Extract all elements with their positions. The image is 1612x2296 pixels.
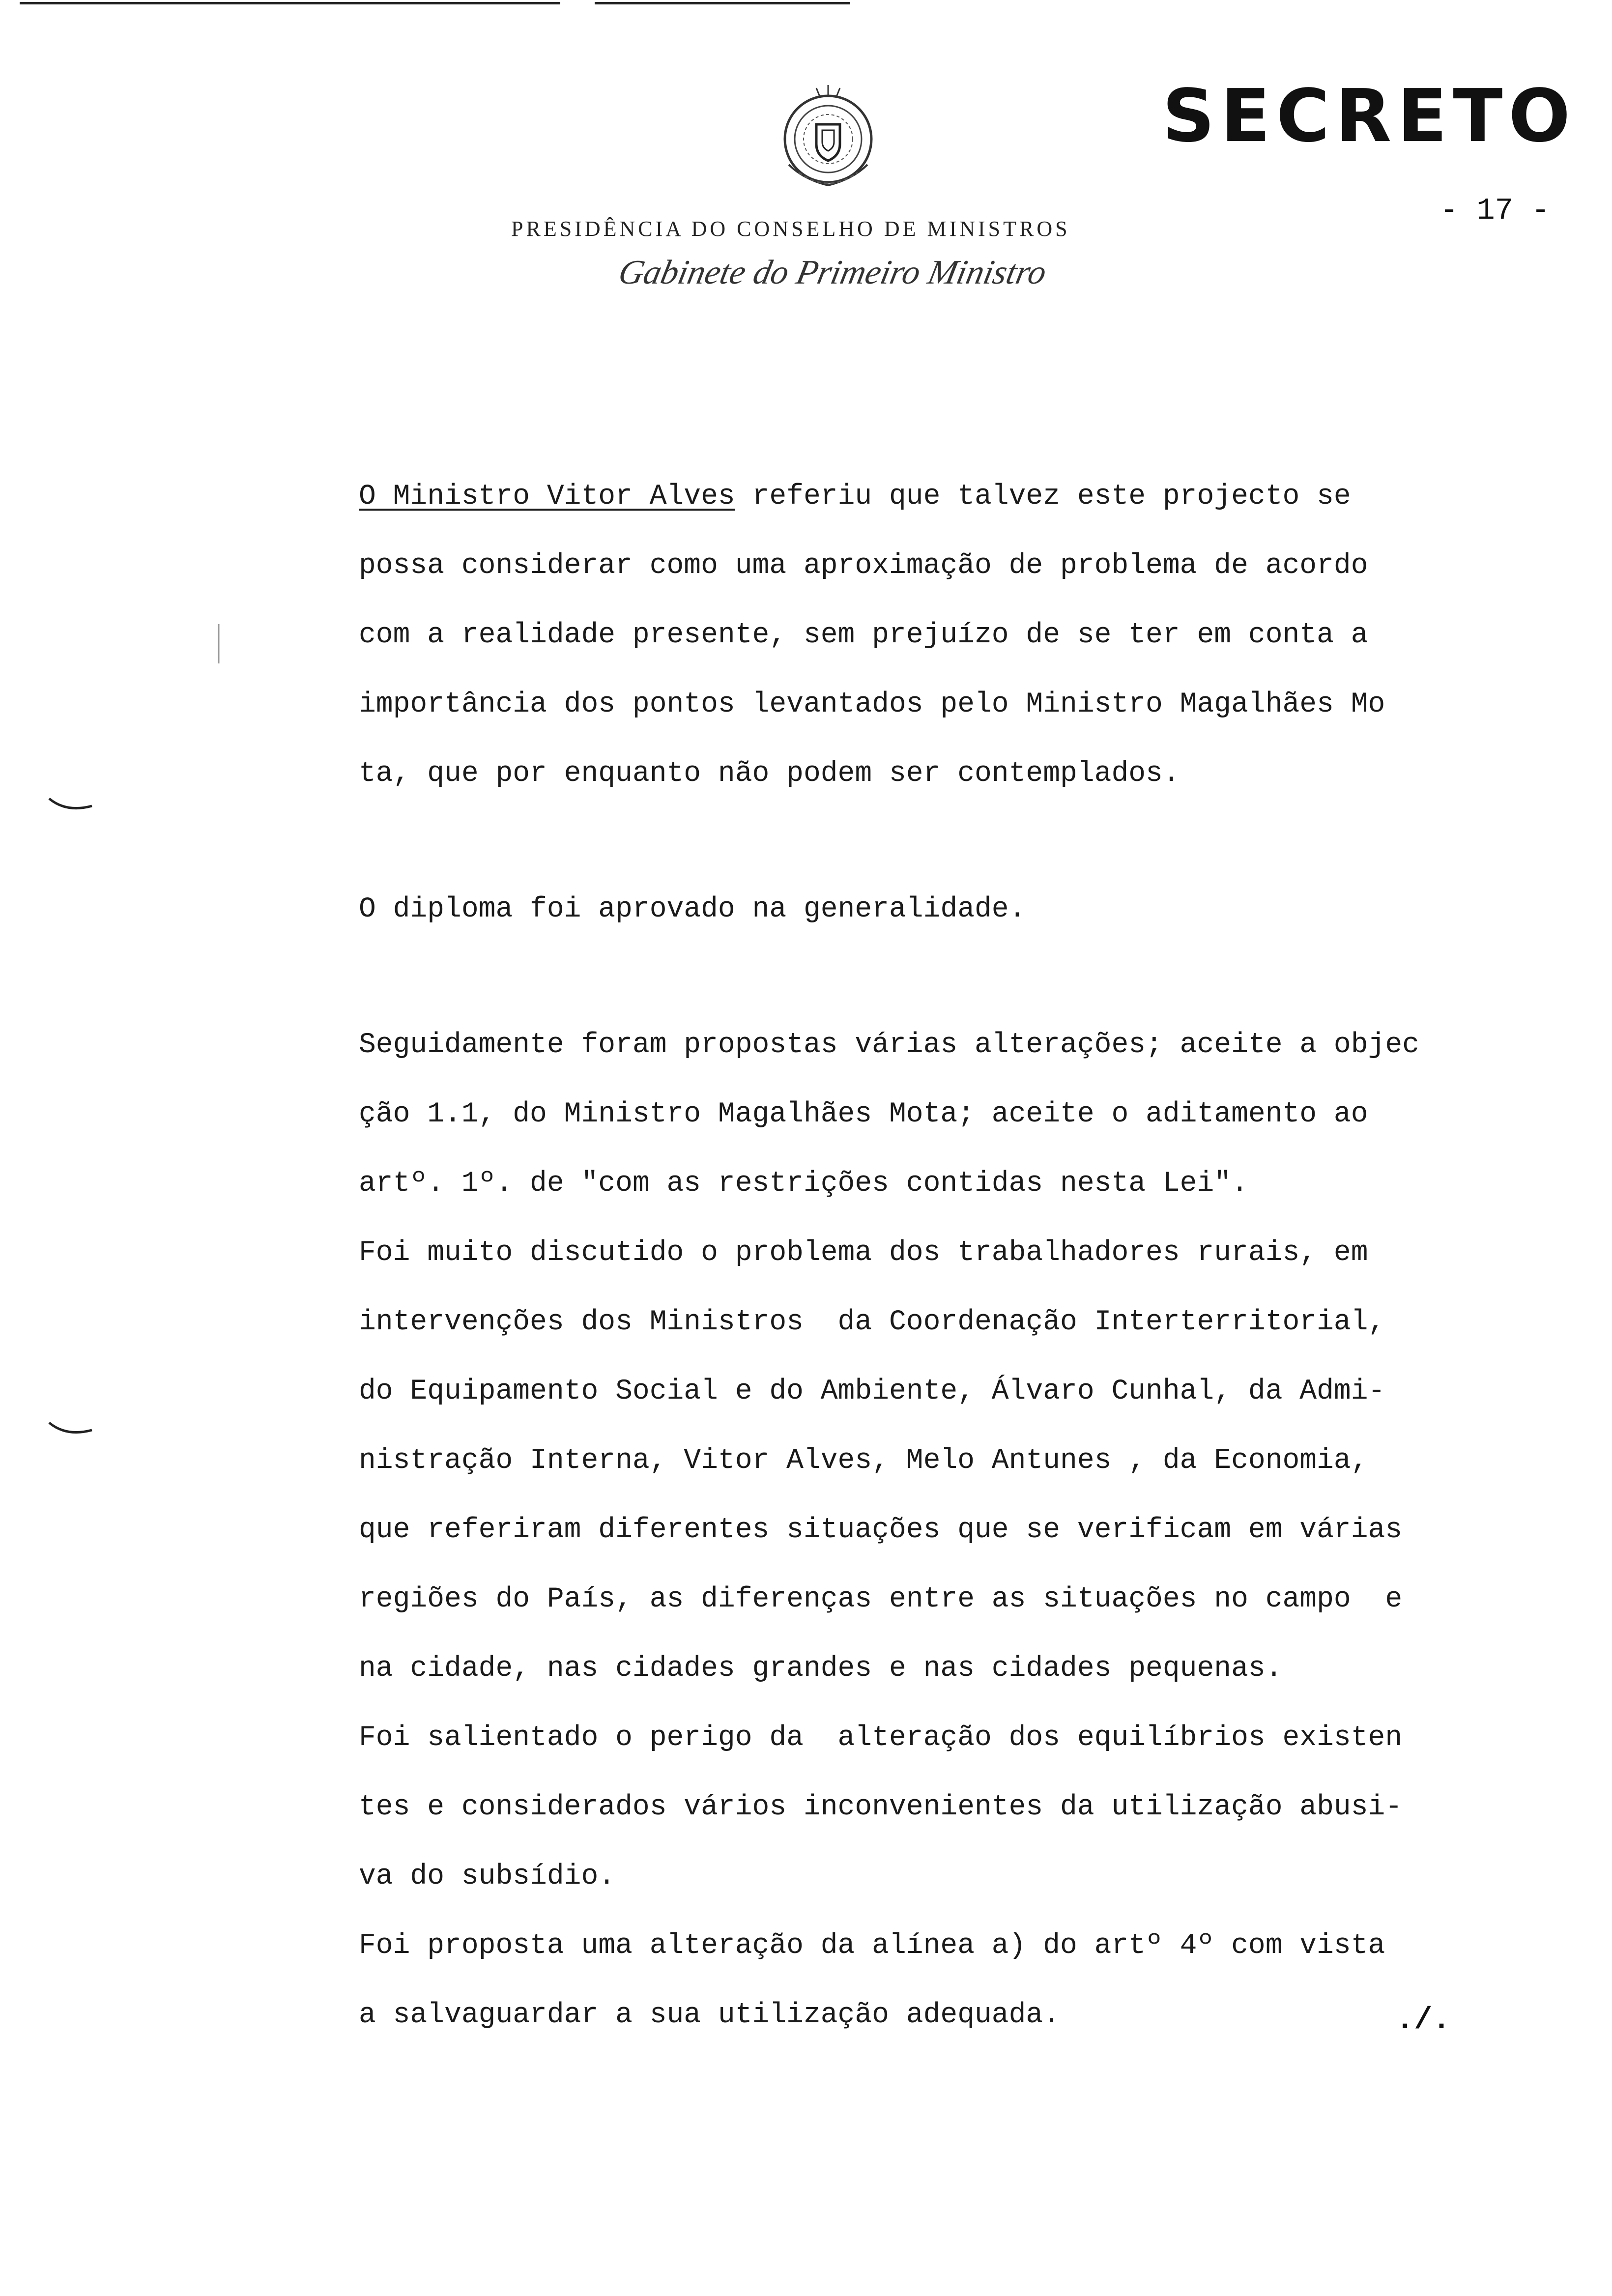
margin-tick — [216, 624, 221, 663]
p3-line3: artº. 1º. de "com as restrições contidas nesta Lei". — [359, 1168, 1248, 1200]
classification-stamp: SECRETO — [1162, 74, 1577, 158]
p1-line4: importância dos pontos levantados pelo Ministro Magalhães Mo — [359, 689, 1385, 720]
p3-line14: Foi proposta uma alteração da alínea a) do artº 4º com vista — [359, 1930, 1385, 1962]
p3-line1: Seguidamente foram propostas várias alterações; aceite a objec — [359, 1029, 1419, 1061]
speaker-name: O Ministro Vitor Alves — [359, 481, 735, 513]
top-rule-left — [20, 2, 560, 4]
p1-line3: com a realidade presente, sem prejuízo de se ter em conta a — [359, 619, 1368, 651]
p3-line12: tes e considerados vários inconvenientes da utilização abusi- — [359, 1791, 1403, 1823]
p3-line8: que referiram diferentes situações que se verificam em várias — [359, 1514, 1403, 1546]
p1-line1-rest: referiu que talvez este projecto se — [735, 481, 1351, 513]
header-subtitle: Gabinete do Primeiro Ministro — [615, 254, 1050, 291]
punch-hole-mark-upper — [47, 796, 96, 816]
p3-line2: ção 1.1, do Ministro Magalhães Mota; aceite o aditamento ao — [359, 1098, 1368, 1130]
p3-line4: Foi muito discutido o problema dos trabalhadores rurais, em — [359, 1237, 1368, 1269]
p3-line5: intervenções dos Ministros da Coordenação Interterritorial, — [359, 1306, 1385, 1338]
document-body — [359, 462, 1489, 2050]
continuation-mark: ./. — [1396, 2003, 1451, 2038]
p3-line7: nistração Interna, Vitor Alves, Melo Antunes , da Economia, — [359, 1445, 1368, 1477]
top-rule-right — [595, 2, 850, 4]
coat-of-arms-icon — [769, 81, 887, 199]
punch-hole-mark-lower — [47, 1420, 96, 1440]
p3-line6: do Equipamento Social e do Ambiente, Álvaro Cunhal, da Admi- — [359, 1376, 1385, 1407]
p1-line5: ta, que por enquanto não podem ser contemplados. — [359, 758, 1180, 790]
p3-line10: na cidade, nas cidades grandes e nas cidades pequenas. — [359, 1653, 1283, 1685]
page-number: - 17 - — [1440, 193, 1550, 228]
p1-line2: possa considerar como uma aproximação de problema de acordo — [359, 550, 1368, 582]
p3-line15: a salvaguardar a sua utilização adequada. — [359, 1999, 1061, 2031]
p2-line: O diploma foi aprovado na generalidade. — [359, 893, 1026, 925]
p3-line13: va do subsídio. — [359, 1861, 616, 1893]
p3-line11: Foi salientado o perigo da alteração dos equilíbrios existen — [359, 1722, 1403, 1754]
p3-line9: regiões do País, as diferenças entre as situações no campo e — [359, 1583, 1403, 1615]
p1-line1 — [359, 462, 1489, 531]
header-title: PRESIDÊNCIA DO CONSELHO DE MINISTROS — [511, 217, 1070, 241]
